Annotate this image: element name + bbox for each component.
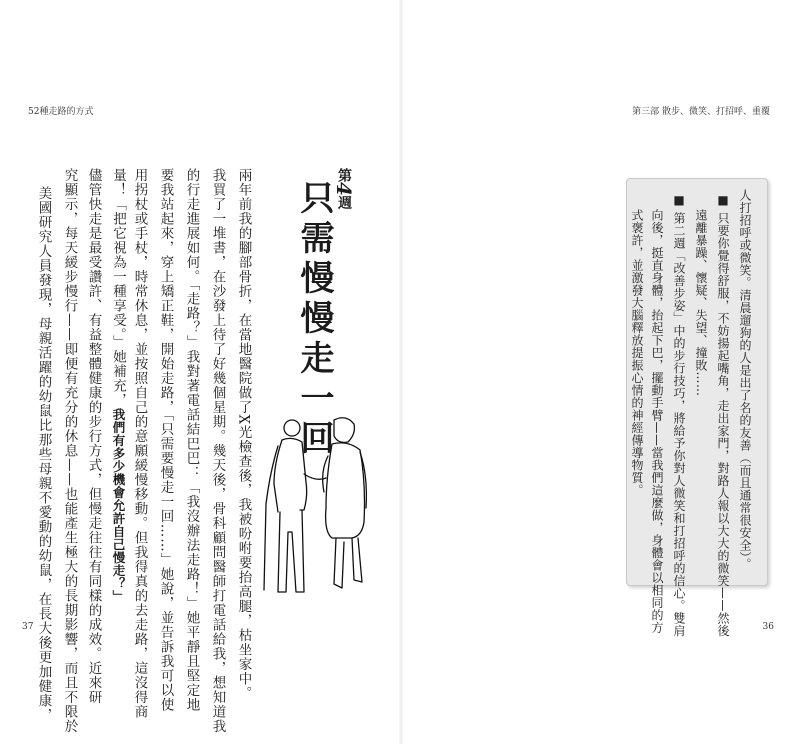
chapter-title: 只需慢慢走一回 (294, 180, 334, 460)
body-column-2: 我買了一堆書，在沙發上待了好幾個星期。幾天後，骨科顧問醫師打電話給我，想知道我 (209, 168, 226, 734)
body-column-10: 美國研究人員發現，母親活躍的幼鼠比那些母親不愛動的幼鼠，在長大後更加健康， (35, 186, 52, 723)
page-gutter (399, 0, 403, 744)
sidebar-column-6: 式褒許，並激發大腦釋放提振心情的神經傳導物質。 (630, 209, 644, 497)
body-column-4: 要我站起來，穿上矯正鞋，開始走路，「只需要慢走一回……」她說，並告訴我可以使 (157, 168, 174, 713)
sidebar-column-5: 向後，挺直身體，抬起下巴，擺動手臂——當我們這麼做，身體會以相同的方 (650, 209, 664, 634)
body-column-5: 用拐杖或手杖，時常休息，並按照自己的意願緩慢移動。但我得真的去走路，這沒得商 (131, 168, 148, 719)
page-number-left: 37 (22, 622, 34, 632)
running-header-right: 第三部 散步、微笑、打招呼、重覆 (632, 107, 770, 117)
body-column-7: 儘管快走是最受讚許、有益整體健康的步行方式，但慢走往往有同樣的成效。近來研 (85, 168, 102, 705)
body-column-6 (110, 168, 126, 603)
sidebar-column-4: ■ 第二週「改善步姿」中的步行技巧，將給予你對人微笑和打招呼的信心。雙肩 (672, 193, 686, 637)
chapter-label-suffix: 週 (336, 195, 352, 210)
body-column-6-text: 量！「把它視為一種享受。」她補充， (110, 168, 126, 408)
page-number-right: 36 (762, 622, 774, 632)
sidebar-column-2: ■ 只要你覺得舒服，不妨揚起嘴角，走出家門，對路人報以大大的微笑——然後 (716, 193, 730, 637)
chapter-label-prefix: 第 (336, 168, 352, 182)
body-column-3: 的行走進展如何。「走路？」我對著電話結巴巴：「我沒辦法走路！」她平靜且堅定地 (183, 168, 200, 713)
sidebar-column-1: 人打招呼或微笑。清晨遛狗的人是出了名的友善（而且通常很安全）。 (738, 189, 752, 571)
sidebar-column-3: 遠離暴躁、懷疑、失望、撞敗…… (694, 209, 708, 397)
running-header-left: 52種走路的方式 (28, 107, 94, 117)
body-column-1: 兩年前我的腳部骨折，在當地醫院做了X光檢查後，我被吩咐要抬高腿，枯坐家中。 (235, 168, 252, 701)
bold-phrase: 我們有多少機會允許自己慢走？」 (111, 407, 126, 603)
elderly-couple-illustration (256, 412, 374, 598)
body-column-8: 究顯示，每天緩步慢行——即便有充分的休息——也能產生極大的長期影響，而且不限於 (61, 168, 78, 734)
chapter-number: 4 (332, 182, 356, 196)
